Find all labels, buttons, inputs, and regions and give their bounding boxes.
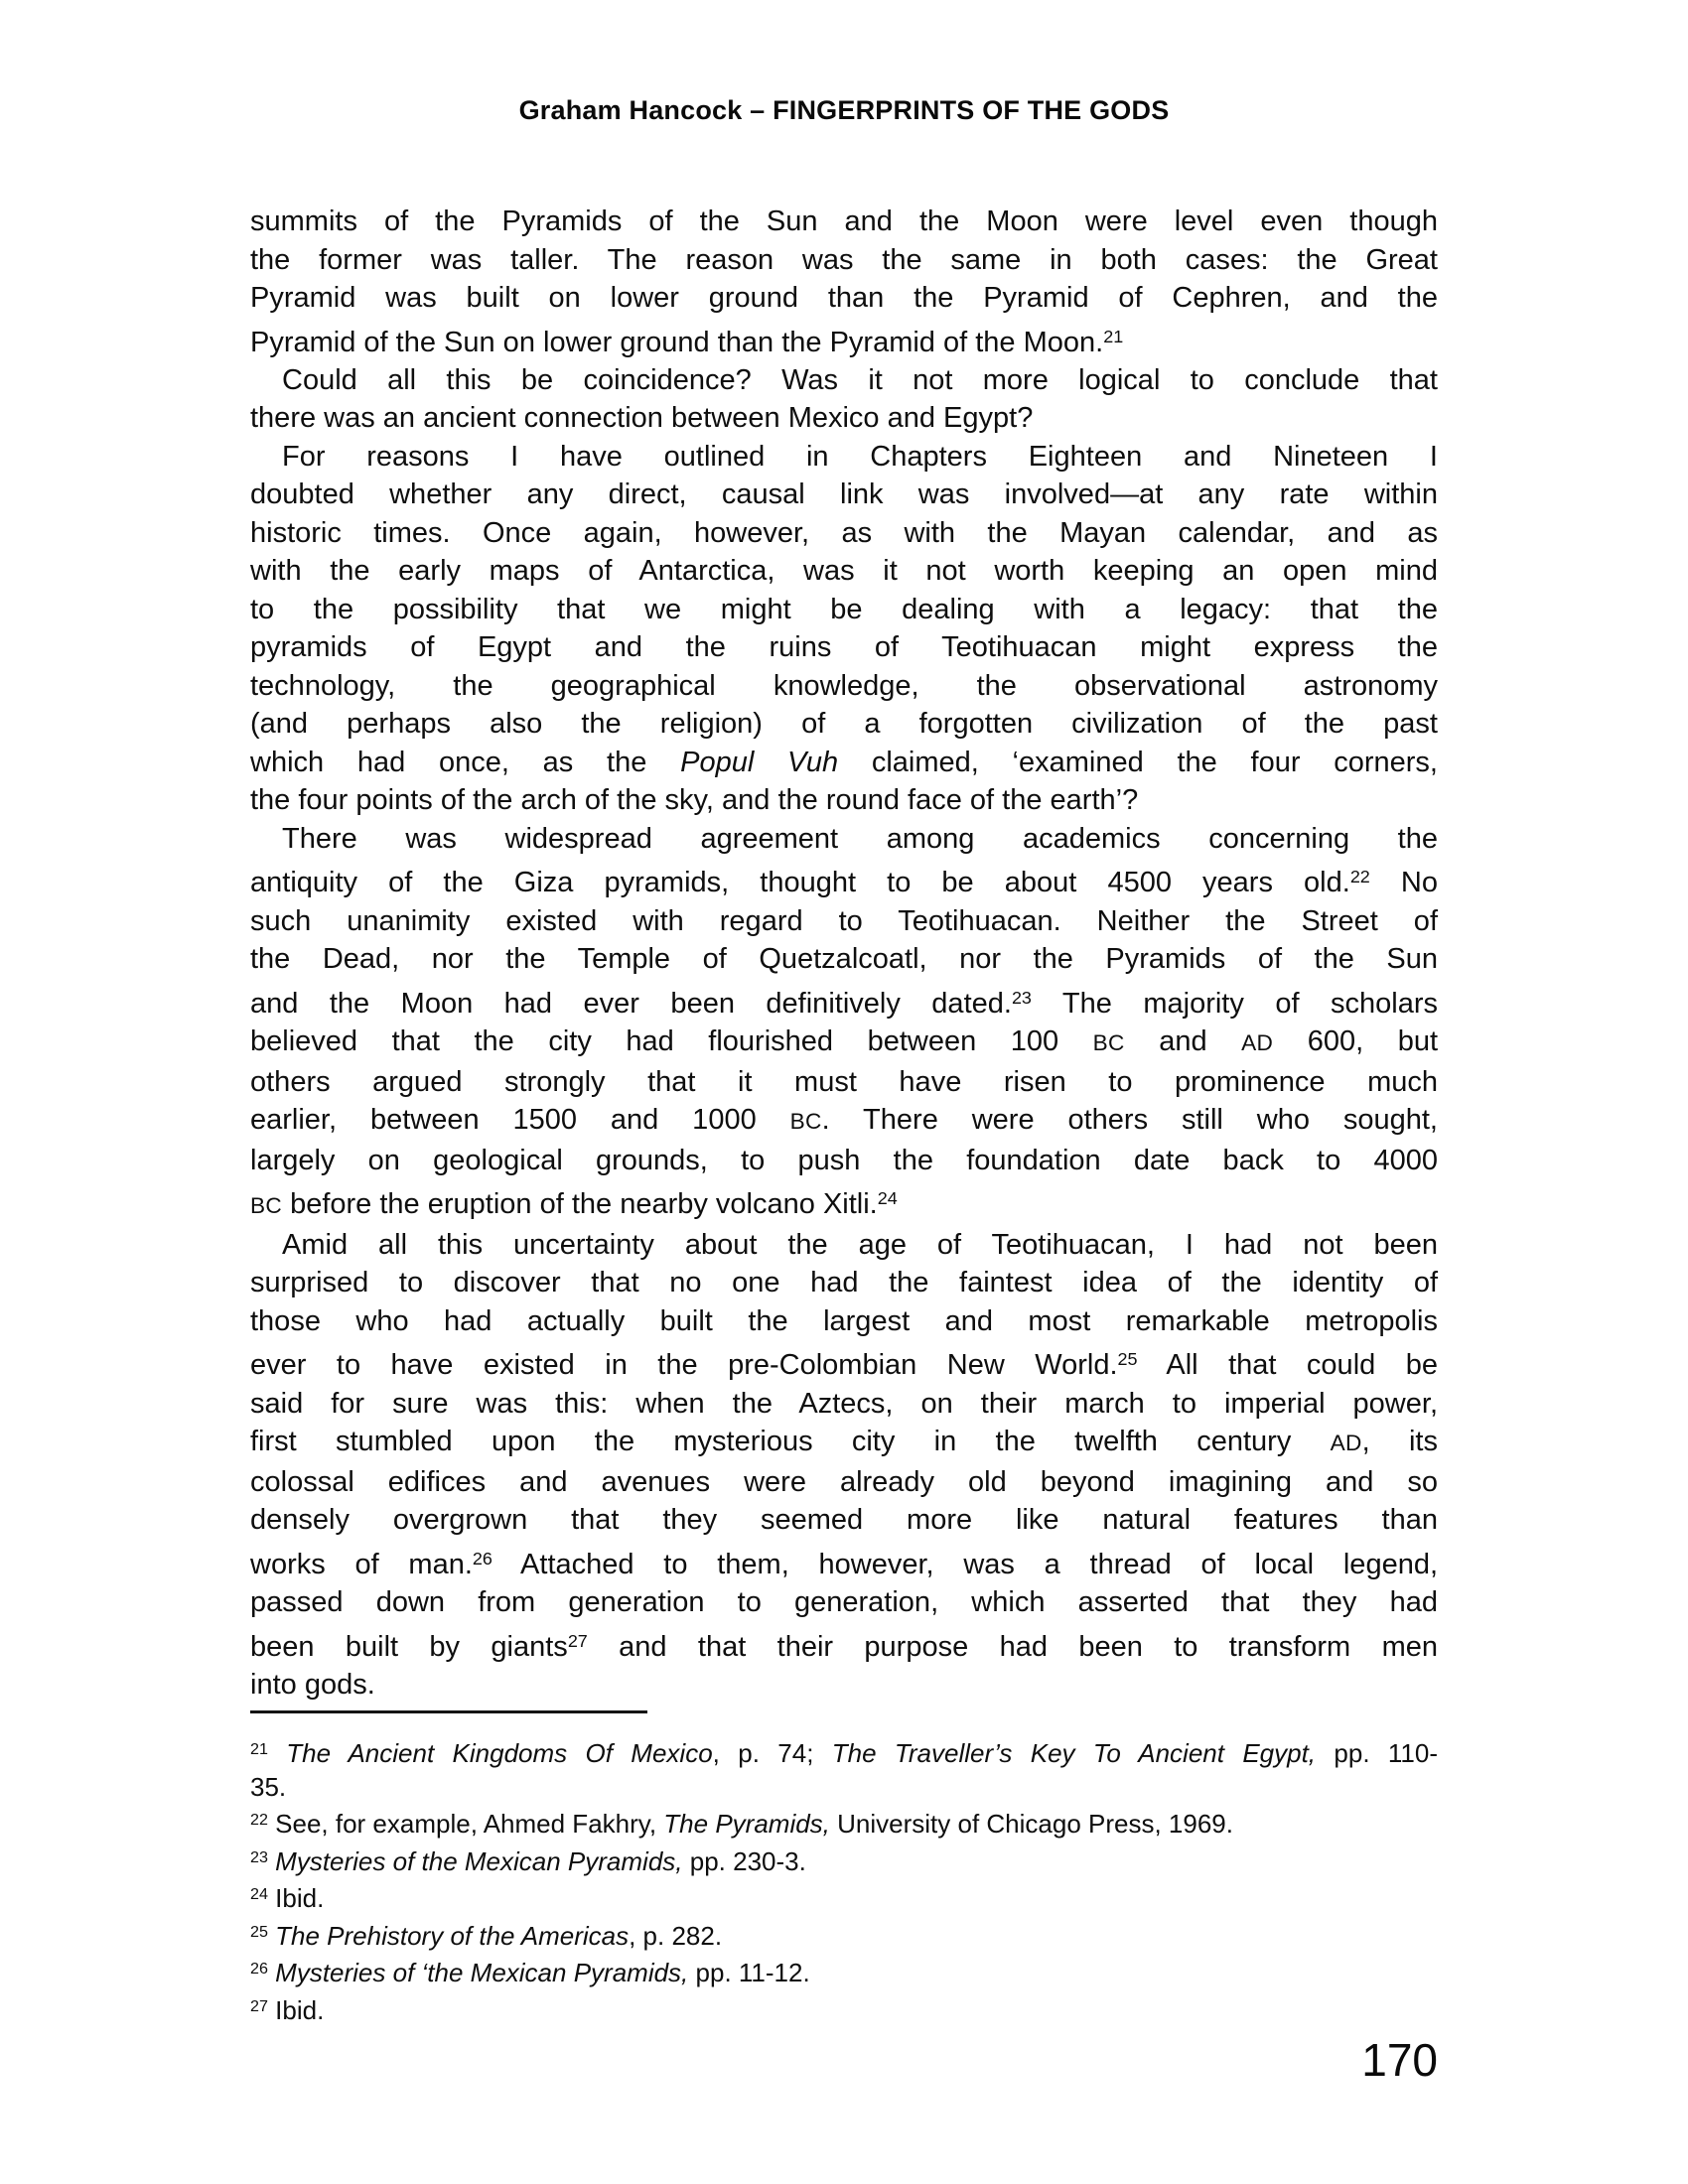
text-segment: believed that the city had flourished between 100 — [250, 1025, 1093, 1058]
text-segment: There was widespread agreement among academics concerning the — [282, 822, 1438, 855]
text-segment: Attached to them, however, was a thread of local legend, — [492, 1548, 1439, 1580]
body-line — [250, 940, 1438, 979]
text-segment: earlier, between 1500 and 1000 — [250, 1104, 790, 1137]
text-segment: said for sure was this: when the Aztecs, on their march to imperial power, — [250, 1387, 1438, 1420]
text-segment: The Pyramids, — [663, 1809, 830, 1840]
text-segment: such unanimity existed with regard to Teotihuacan. Neither the Street of — [250, 904, 1438, 937]
footnote-line — [250, 1771, 1438, 1805]
body-line — [250, 705, 1438, 744]
text-segment: with the early maps of Antarctica, was it not worth keeping an open mind — [250, 555, 1438, 588]
body-line — [250, 858, 1438, 901]
text-segment: The Ancient Kingdoms Of Mexico — [286, 1738, 713, 1769]
text-segment: Mysteries of ‘the Mexican Pyramids, — [275, 1958, 689, 1988]
text-segment: works of man. — [250, 1548, 473, 1580]
text-segment: Pyramid was built on lower ground than the Pyramid of Cephren, and the — [250, 282, 1438, 314]
text-segment: , p. 74; — [712, 1738, 832, 1769]
text-segment: doubted whether any direct, causal link was involved—at any rate within — [250, 478, 1438, 511]
body-line — [250, 476, 1438, 514]
body-line — [250, 318, 1438, 361]
text-segment: ever to have existed in the pre-Colombian New World. — [250, 1349, 1118, 1382]
footnote-line — [250, 1842, 1438, 1879]
text-segment: into gods. — [250, 1669, 375, 1702]
body-line — [250, 361, 1438, 400]
text-segment: , p. 282. — [629, 1920, 723, 1951]
text-segment: the four points of the arch of the sky, and the round face of the earth’? — [250, 784, 1139, 817]
text-segment: densely overgrown that they seemed more like natural features than — [250, 1504, 1438, 1537]
footnote-ref: 22 — [250, 1811, 268, 1830]
text-segment: others argued strongly that it must have risen to prominence much — [250, 1065, 1438, 1098]
body-line — [250, 399, 1438, 438]
text-segment: largely on geological grounds, to push the foundation date back to 4000 — [250, 1144, 1438, 1176]
body-line — [250, 1226, 1438, 1265]
body-line — [250, 744, 1438, 782]
text-segment: BC — [789, 1109, 822, 1135]
text-segment: The Traveller’s Key To Ancient Egypt, — [831, 1738, 1317, 1769]
text-segment: 35. — [250, 1771, 287, 1802]
text-segment: BC — [1092, 1030, 1125, 1056]
text-segment: pp. 11-12. — [688, 1958, 810, 1988]
footnote-ref: 24 — [877, 1188, 898, 1209]
footnote-ref: 23 — [250, 1847, 268, 1866]
body-text — [250, 203, 1438, 1705]
text-segment: AD — [1330, 1431, 1362, 1456]
text-segment: Could all this be coincidence? Was it not more logical to conclude that — [282, 363, 1438, 396]
body-line — [250, 1583, 1438, 1622]
text-segment: pyramids of Egypt and the ruins of Teotihuacan might express the — [250, 631, 1438, 664]
text-segment — [268, 1738, 286, 1768]
body-line — [250, 979, 1438, 1023]
body-line — [250, 279, 1438, 318]
body-line — [250, 781, 1438, 820]
body-line — [250, 1142, 1438, 1180]
body-line — [250, 552, 1438, 591]
text-segment: before the eruption of the nearby volcano Xitli. — [282, 1188, 878, 1221]
text-segment: and — [1124, 1025, 1242, 1058]
text-segment: (and perhaps also the religion) of a forgotten civilization of the past — [250, 708, 1438, 741]
footnote-line — [250, 1990, 1438, 2028]
body-line — [250, 1101, 1438, 1142]
text-segment: Amid all this uncertainty about the age of Teotihuacan, I had not been — [282, 1228, 1438, 1261]
text-segment: and the Moon had ever been definitively dated. — [250, 987, 1012, 1020]
text-segment: BC — [250, 1193, 283, 1219]
text-segment: pp. 110- — [1316, 1738, 1439, 1769]
body-line — [250, 820, 1438, 859]
body-line — [250, 1463, 1438, 1502]
body-line — [250, 1622, 1438, 1666]
text-segment: . There were others still who sought, — [821, 1104, 1438, 1137]
text-segment: colossal edifices and avenues were already old beyond imagining and so — [250, 1465, 1438, 1498]
body-line — [250, 1501, 1438, 1540]
text-segment: those who had actually built the largest and most remarkable metropolis — [250, 1304, 1438, 1337]
text-segment: and that their purpose had been to transform men — [587, 1630, 1438, 1663]
text-segment: , its — [1361, 1426, 1438, 1458]
footnote-ref: 24 — [250, 1885, 268, 1904]
footnote-ref: 25 — [1117, 1349, 1138, 1370]
text-segment: Popul Vuh — [680, 746, 839, 778]
text-segment: University of Chicago Press, 1969. — [829, 1809, 1233, 1840]
text-segment: historic times. Once again, however, as with the Mayan calendar, and as — [250, 516, 1438, 549]
text-segment: the former was taller. The reason was the same in both cases: the Great — [250, 243, 1438, 276]
footnote-ref: 21 — [250, 1740, 268, 1758]
text-segment: Pyramid of the Sun on lower ground than the Pyramid of the Moon. — [250, 326, 1104, 358]
footnote-line — [250, 1733, 1438, 1771]
text-segment: The majority of scholars — [1031, 987, 1438, 1020]
text-segment: For reasons I have outlined in Chapters Eighteen and Nineteen I — [282, 440, 1438, 473]
text-segment: antiquity of the Giza pyramids, thought to be about 4500 years old. — [250, 867, 1350, 899]
footnote-ref: 22 — [1349, 867, 1370, 887]
footnote-line — [250, 1804, 1438, 1842]
body-line — [250, 241, 1438, 280]
text-segment: The Prehistory of the Americas — [275, 1920, 630, 1951]
text-segment: claimed, ‘examined the four corners, — [838, 746, 1438, 778]
text-segment: Mysteries of the Mexican Pyramids, — [275, 1845, 683, 1876]
footnote-ref: 25 — [250, 1922, 268, 1941]
body-line — [250, 203, 1438, 241]
text-segment: the Dead, nor the Temple of Quetzalcoatl, nor the Pyramids of the Sun — [250, 943, 1438, 976]
text-segment: pp. 230-3. — [682, 1845, 806, 1876]
text-segment: AD — [1241, 1030, 1274, 1056]
footnote-line — [250, 1953, 1438, 1990]
footnote-ref: 26 — [472, 1548, 492, 1569]
footnote-ref: 21 — [1103, 326, 1124, 346]
footnote-line — [250, 1916, 1438, 1954]
footnote-ref: 27 — [250, 1996, 268, 2015]
text-segment: No — [1369, 867, 1438, 899]
text-segment: first stumbled upon the mysterious city in the twelfth century — [250, 1426, 1331, 1458]
footnote-separator — [250, 1710, 647, 1713]
body-line — [250, 1423, 1438, 1463]
footnotes-block — [250, 1733, 1438, 2027]
footnote-line — [250, 1878, 1438, 1916]
body-line — [250, 1340, 1438, 1384]
body-line — [250, 1385, 1438, 1424]
body-line — [250, 1179, 1438, 1225]
body-line — [250, 1063, 1438, 1102]
body-line — [250, 1264, 1438, 1302]
text-segment: which had once, as the — [250, 746, 681, 778]
text-segment: See, for example, Ahmed Fakhry, — [267, 1809, 664, 1840]
text-segment: All that could be — [1137, 1349, 1438, 1382]
body-line — [250, 667, 1438, 706]
footnote-ref: 23 — [1011, 987, 1032, 1008]
body-line — [250, 1666, 1438, 1705]
body-line — [250, 1540, 1438, 1583]
text-segment: there was an ancient connection between Mexico and Egypt? — [250, 402, 1034, 435]
text-segment: summits of the Pyramids of the Sun and the Moon were level even though — [250, 205, 1438, 237]
text-segment: surprised to discover that no one had the faintest idea of the identity of — [250, 1267, 1438, 1299]
text-segment: passed down from generation to generation, which asserted that they had — [250, 1586, 1438, 1619]
body-line — [250, 1023, 1438, 1063]
page-number: 170 — [1361, 2034, 1438, 2086]
body-line — [250, 902, 1438, 941]
body-line — [250, 628, 1438, 667]
body-line — [250, 438, 1438, 477]
running-header: Graham Hancock – FINGERPRINTS OF THE GODS — [518, 95, 1170, 125]
body-line — [250, 591, 1438, 629]
text-segment: to the possibility that we might be dealing with a legacy: that the — [250, 593, 1438, 625]
footnote-ref: 27 — [567, 1630, 588, 1651]
text-segment: Ibid. — [267, 1883, 325, 1914]
body-line — [250, 514, 1438, 553]
footnote-ref: 26 — [250, 1960, 268, 1979]
body-line — [250, 1302, 1438, 1341]
text-segment: been built by giants — [250, 1630, 568, 1663]
text-segment: Ibid. — [267, 1994, 325, 2025]
text-segment: technology, the geographical knowledge, the observational astronomy — [250, 669, 1438, 702]
text-segment: 600, but — [1273, 1025, 1439, 1058]
